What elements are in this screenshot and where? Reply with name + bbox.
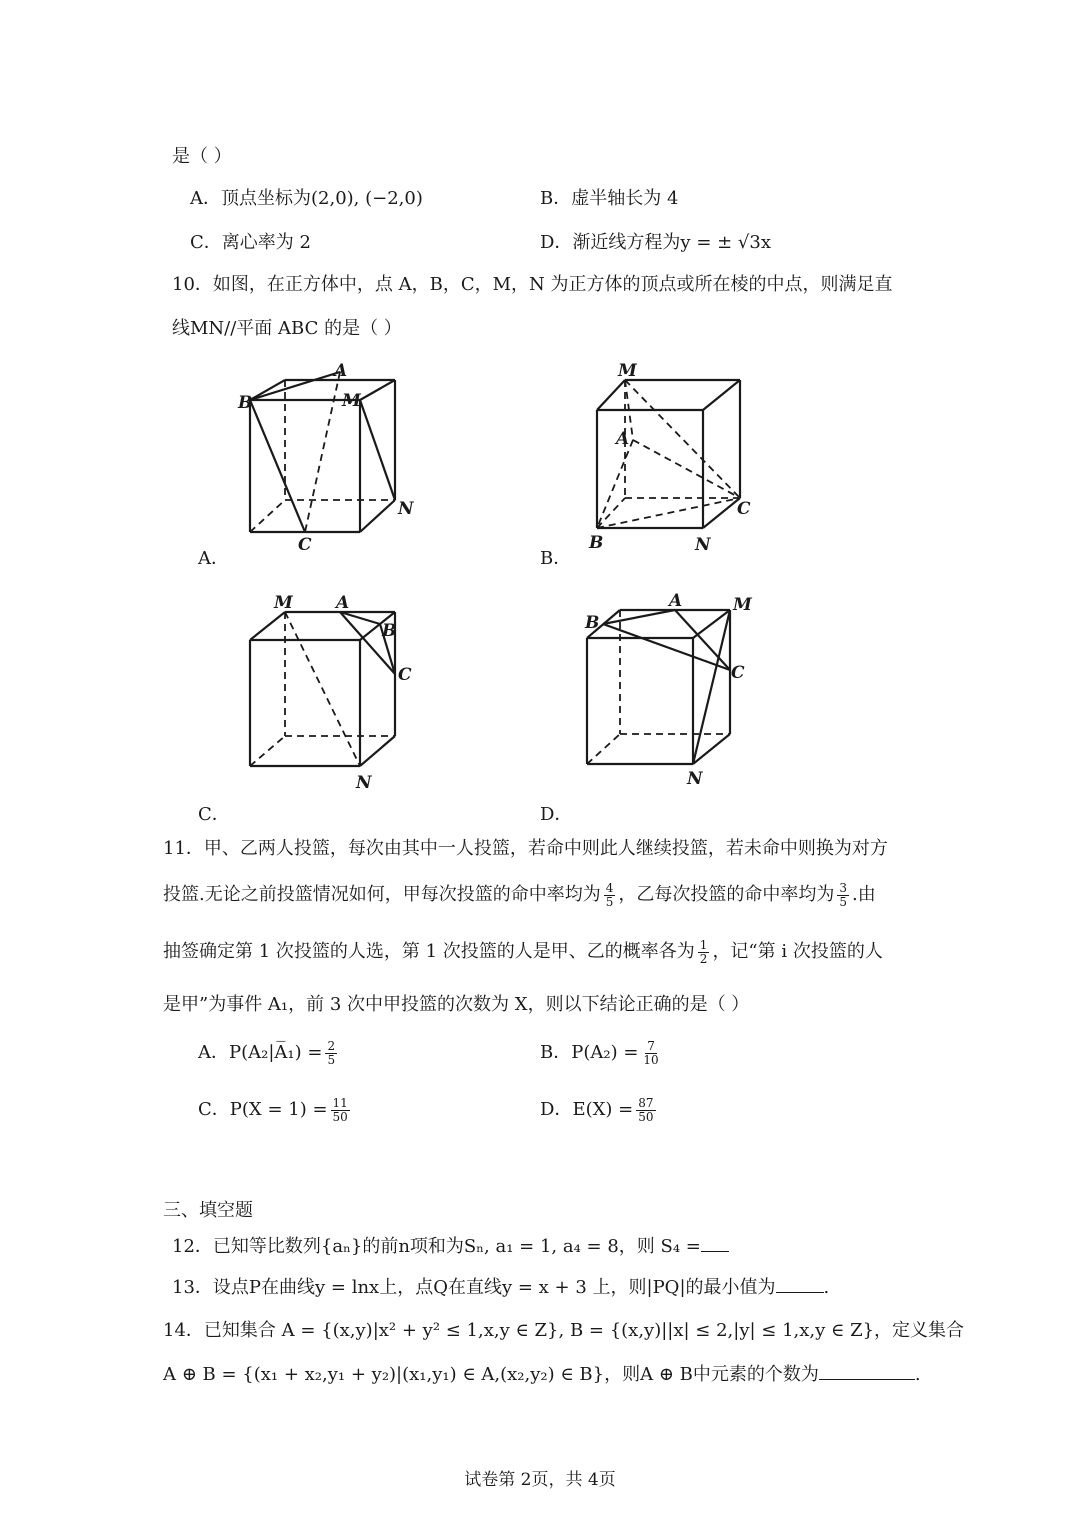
fig-label-m: M (733, 595, 752, 615)
q11-option-d: D．E(X) = $\frac{87}{50}$ (540, 1095, 654, 1124)
q10-option-d: D． (540, 804, 573, 825)
fig-label-n: N (356, 773, 372, 793)
q14-line1: 14．已知集合 A = {(x,y)|x² + y² ≤ 1,x,y ∈ Z}, B = {(x,y)||x| ≤ 2,|y| ≤ 1,x,y ∈ Z}，定义集合 (163, 1320, 965, 1341)
fig-label-b: B (238, 393, 253, 413)
section-heading: 三、填空题 (163, 1200, 253, 1221)
q10-figure-c (230, 590, 430, 793)
q10-option-a: A． (198, 548, 229, 569)
fig-label-c: C (737, 499, 751, 519)
fig-edge (250, 612, 285, 640)
fig-hidden-edge (250, 736, 285, 766)
fig-hidden-edge (587, 734, 620, 764)
fig-segment-hidden (633, 440, 740, 498)
q10-figure-a (230, 360, 430, 560)
fig-segment-hidden (597, 498, 740, 528)
q11-stem-line1: 11．甲、乙两人投篮，每次由其中一人投篮，若命中则此人继续投篮，若未命中则换为对方 (163, 838, 888, 859)
q11-stem-line3: 抽签确定第 1 次投篮的人选，第 1 次投篮的人是甲、乙的概率各为 $\frac{1}{2}$ ，记“第 i 次投篮的人 (163, 937, 883, 966)
q12-text: 12．已知等比数列{aₙ}的前n项和为Sₙ, a₁ = 1, a₄ = 8，则 S₄ = (172, 1232, 729, 1258)
fig-label-b: B (585, 613, 600, 633)
fig-label-c: C (398, 665, 412, 685)
fig-edge (703, 498, 740, 528)
fig-label-a: A (334, 361, 348, 381)
answer-blank (776, 1276, 824, 1293)
answer-blank (701, 1235, 729, 1252)
fig-label-b: B (589, 533, 604, 553)
q10-figure-d (575, 590, 775, 790)
q11-stem-line2: 投篮.无论之前投篮情况如何，甲每次投篮的命中率均为 $\frac{4}{5}$ ，乙每次投篮的命中率均为 $\frac{3}{5}$ .由 (163, 880, 876, 909)
fig-segment (250, 372, 340, 400)
q11-option-c: C．P(X = 1) = $\frac{11}{50}$ (198, 1095, 348, 1124)
page-footer: 试卷第 2页，共 4页 (464, 1470, 616, 1490)
q9-stem-tail: 是（ ） (172, 146, 232, 167)
q11-option-a: A．P(A₂|A̅₁) = $\frac{2}{5}$ (198, 1038, 336, 1067)
q11-stem-line4: 是甲”为事件 A₁，前 3 次中甲投篮的次数为 X，则以下结论正确的是（ ） (163, 994, 750, 1015)
fig-label-b: B (382, 621, 397, 641)
fig-edge (703, 380, 740, 410)
fraction: $\frac{3}{5}$ (839, 880, 848, 909)
fig-label-m: M (618, 361, 637, 381)
fig-label-m: M (274, 593, 293, 613)
q9-option-b: B．虚半轴长为 4 (540, 188, 679, 209)
q9-option-c: C．离心率为 2 (190, 232, 311, 253)
q9-option-a: A．顶点坐标为(2,0), (−2,0) (190, 188, 423, 209)
fig-label-a: A (336, 593, 350, 613)
q10-option-c: C． (198, 804, 230, 825)
fig-edge (360, 380, 395, 400)
fig-segment (250, 400, 305, 532)
q10-stem-line2: 线MN//平面 ABC 的是（ ） (172, 318, 402, 339)
fraction: $\frac{4}{5}$ (605, 880, 614, 909)
q13-text: 13．设点P在曲线y = lnx上，点Q在直线y = x + 3 上，则|PQ|的最小值为 . (172, 1277, 830, 1298)
fig-label-c: C (298, 535, 312, 555)
fig-label-m: M (342, 391, 361, 411)
fig-edge (597, 380, 625, 410)
fig-label-n: N (398, 499, 414, 519)
fig-label-a: A (669, 591, 683, 611)
fig-segment (603, 624, 730, 670)
fig-segment (360, 400, 395, 500)
q10-stem-line1: 10．如图，在正方体中，点 A，B，C，M，N 为正方体的顶点或所在棱的中点，则满足直 (172, 274, 893, 295)
fig-label-a: A (616, 429, 630, 449)
fig-label-n: N (695, 535, 711, 555)
fig-hidden-edge (250, 500, 285, 532)
fig-segment (603, 610, 675, 624)
q11-option-b: B．P(A₂) = $\frac{7}{10}$ (540, 1038, 659, 1067)
fig-segment-hidden (625, 380, 740, 498)
fig-label-c: C (731, 663, 745, 683)
fig-edge (360, 500, 395, 532)
fig-label-n: N (687, 769, 703, 789)
answer-blank (819, 1363, 915, 1380)
fraction: $\frac{1}{2}$ (699, 937, 708, 966)
q9-option-d: D．渐近线方程为y = ± √3x (540, 232, 772, 253)
fig-segment-hidden (285, 612, 360, 766)
q14-line2: A ⊕ B = {(x₁ + x₂,y₁ + y₂)|(x₁,y₁) ∈ A,(x₂,y₂) ∈ B}，则A ⊕ B中元素的个数为 . (163, 1364, 921, 1385)
fig-edge (360, 736, 395, 766)
q10-figure-b (585, 360, 785, 560)
fig-segment-hidden (305, 372, 340, 532)
q10-option-b: B． (540, 548, 572, 569)
fig-segment-hidden (597, 440, 633, 528)
